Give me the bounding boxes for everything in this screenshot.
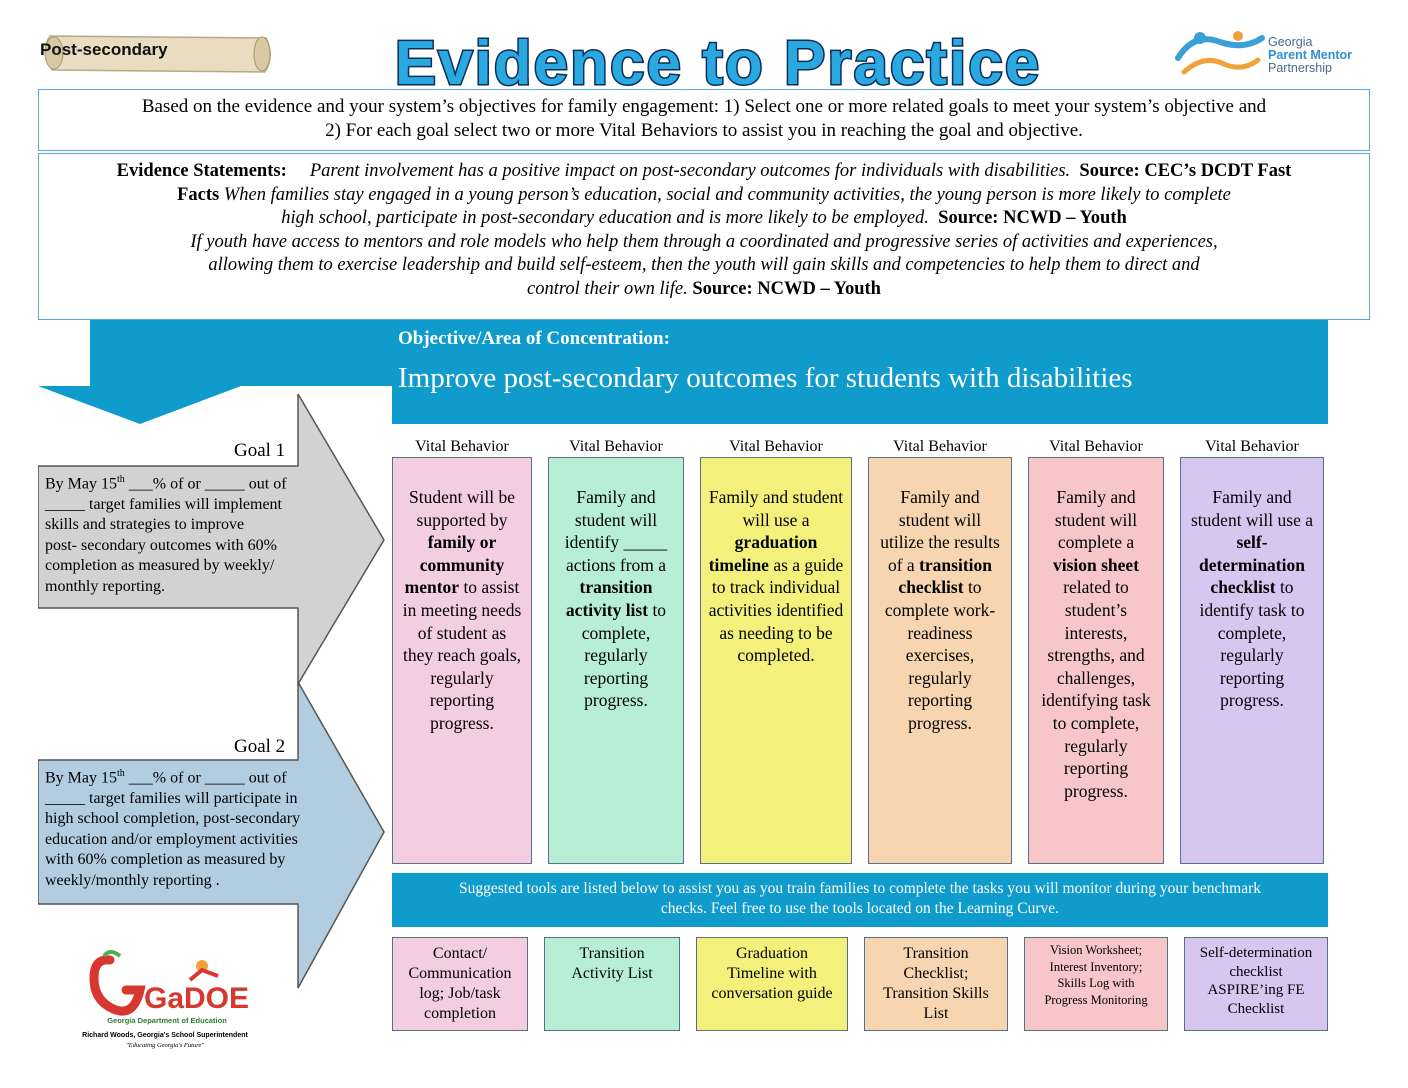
objective-text: Improve post-secondary outcomes for students with disabilities	[398, 362, 1133, 394]
instructions-line-2: 2) For each goal select two or more Vital Behaviors to assist you in reaching the goal and objective.	[325, 120, 1083, 141]
evidence-source-1a: Source: CEC’s DCDT Fast	[1079, 161, 1292, 181]
goal-2-text: By May 15th ___% of or _____ out of _____ target families will participate in high school completion, post-secondary education and/or employment activities with 60% completion as measured by weekly/monthly reporting .	[45, 768, 301, 889]
page-title	[348, 26, 1088, 96]
objective-band	[392, 320, 1328, 424]
vital-behavior-heading-6: Vital Behavior	[1205, 438, 1299, 455]
tool-2: Transition Activity List	[544, 937, 680, 1031]
evidence-statement-1: Parent involvement has a positive impact on post-secondary outcomes for individuals with disabilities.	[309, 161, 1071, 181]
gadoe-superintendent-text: Richard Woods, Georgia's School Superintendent	[82, 1032, 248, 1039]
evidence-label: Evidence Statements:	[116, 161, 287, 181]
evidence-statement-2a: When families stay engaged in a young person’s education, social and community activities, the young person is more likely to complete	[223, 184, 1231, 205]
vital-behavior-3: Family and student will use a graduation timeline as a guide to track individual activities identified as needing to be completed.	[700, 457, 852, 864]
people-icon	[1174, 28, 1266, 84]
goal-1-heading: Goal 1	[234, 440, 286, 461]
evidence-line-4: If youth have access to mentors and role models who help them through a coordinated and progressive series of activities and experiences,	[190, 231, 1218, 252]
parent-mentor-partnership-logo	[1174, 28, 1374, 84]
vital-behavior-heading-4: Vital Behavior	[893, 438, 987, 455]
goal-2-heading: Goal 2	[234, 736, 286, 757]
evidence-line-1	[47, 160, 1361, 184]
gadoe-mark: GaDOE	[144, 982, 250, 1015]
evidence-line-3	[47, 207, 1361, 231]
vital-behavior-2: Family and student will identify _____ actions from a transition activity list to complete, regularly reporting progress.	[548, 457, 684, 864]
evidence-statement-2b: high school, participate in post-secondary education and is more likely to be employed.	[281, 208, 929, 229]
evidence-source-3: Source: NCWD – Youth	[692, 278, 881, 299]
tool-1: Contact/ Communication log; Job/task completion	[392, 937, 528, 1031]
instructions-box	[38, 89, 1370, 151]
vital-behavior-6: Family and student will use a self-determination checklist to identify task to complete, regularly reporting progress.	[1180, 457, 1324, 864]
tool-3: Graduation Timeline with conversation guide	[696, 937, 848, 1031]
vital-behavior-1: Student will be supported by family or community mentor to assist in meeting needs of student as they reach goals, regularly reporting progress.	[392, 457, 532, 864]
instructions-line-1: Based on the evidence and your system’s objectives for family engagement: 1) Select one or more related goals to meet your system’s objective and	[141, 96, 1267, 117]
evidence-line-2	[47, 184, 1361, 208]
gadoe-motto-text: "Educating Georgia's Future"	[125, 1042, 205, 1049]
evidence-line-6: control their own life. Source: NCWD – Youth	[527, 278, 881, 299]
vital-behavior-heading-3: Vital Behavior	[729, 438, 823, 455]
vital-behavior-4: Family and student will utilize the results of a transition checklist to complete work-readiness exercises, regularly reporting progress.	[868, 457, 1012, 864]
post-secondary-label: Post-secondary	[40, 40, 168, 59]
tool-4: Transition Checklist; Transition Skills List	[864, 937, 1008, 1031]
gadoe-department-text: Georgia Department of Education	[107, 1016, 227, 1025]
vital-behavior-heading-5: Vital Behavior	[1049, 438, 1143, 455]
objective-label: Objective/Area of Concentration:	[398, 328, 670, 349]
vital-behavior-heading-2: Vital Behavior	[569, 438, 663, 455]
title-text: Evidence to Practice	[394, 29, 1042, 96]
partner-name: Georgia Parent Mentor Partnership	[1268, 35, 1353, 75]
evidence-source-2: Source: NCWD – Youth	[938, 208, 1127, 229]
vital-behavior-5: Family and student will complete a vision sheet related to student’s interests, strengths, and challenges, identifying task to complete, regularly reporting progress.	[1028, 457, 1164, 864]
evidence-source-1b: Facts	[177, 184, 220, 205]
evidence-statements-box	[38, 153, 1370, 320]
tool-6: Self-determination checklist ASPIRE’ing FE Checklist	[1184, 937, 1328, 1031]
goal-1-text: By May 15th ___% of or _____ out of _____ target families will implement skills and strategies to improve post- secondary outcomes with 60% completion as measured by weekly/ monthly reporting.	[45, 474, 287, 595]
vital-behavior-heading-1: Vital Behavior	[415, 438, 509, 455]
evidence-line-5: allowing them to exercise leadership and build self-esteem, then the youth will gain skills and competencies to help them to direct and	[208, 255, 1200, 276]
tool-5: Vision Worksheet; Interest Inventory; Skills Log with Progress Monitoring	[1024, 937, 1168, 1031]
suggested-tools-band: Suggested tools are listed below to assist you as you train families to complete the tasks you will monitor during your benchmark checks. Feel free to use the tools located on the Learning Curve.	[392, 873, 1328, 927]
